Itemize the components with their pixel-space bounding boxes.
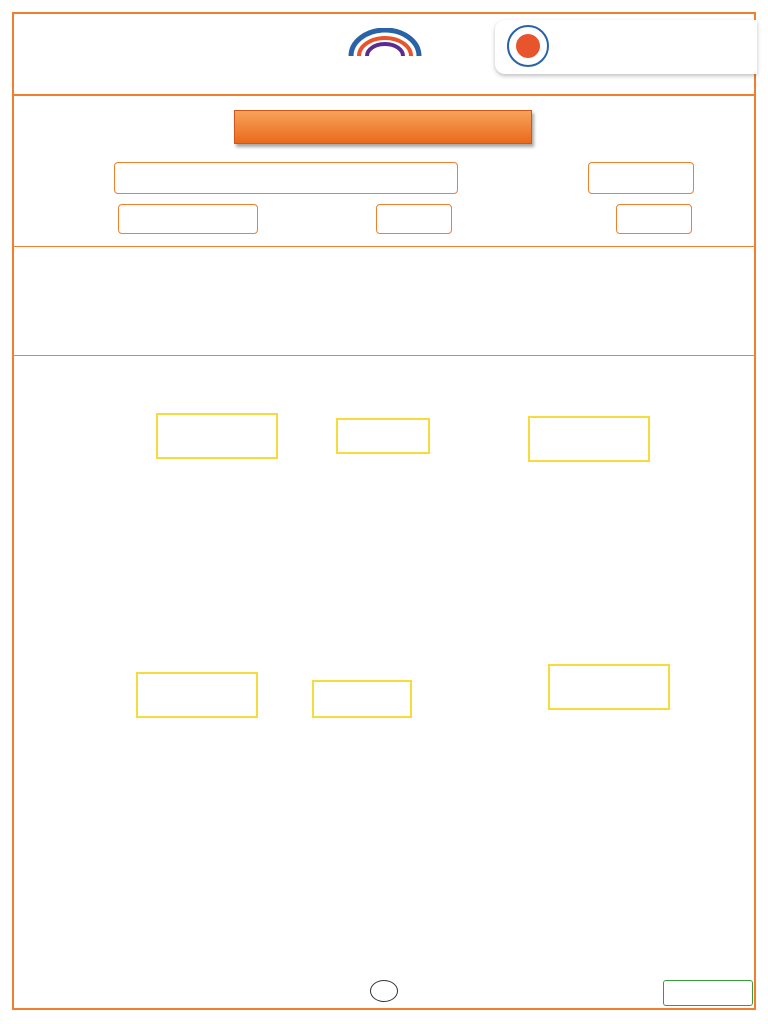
maxmark-field[interactable] bbox=[616, 204, 692, 234]
page-number bbox=[370, 980, 398, 1002]
date-field[interactable] bbox=[118, 204, 258, 234]
class-field[interactable] bbox=[588, 162, 694, 194]
years-of-excellence-logo bbox=[18, 26, 88, 76]
header-divider bbox=[12, 94, 756, 96]
eco-friendly-logo bbox=[663, 980, 753, 1006]
section-divider bbox=[14, 355, 754, 356]
narayana-emblem-icon bbox=[503, 24, 553, 68]
echamps-arch-icon bbox=[345, 28, 425, 58]
test-title bbox=[234, 110, 532, 144]
name-field[interactable] bbox=[114, 162, 458, 194]
answer-box-upper-bead[interactable] bbox=[336, 418, 430, 454]
abacus-diagram bbox=[0, 450, 768, 680]
section-divider bbox=[14, 246, 754, 247]
duration-field[interactable] bbox=[376, 204, 452, 234]
answer-box-lower-bead[interactable] bbox=[312, 680, 412, 718]
